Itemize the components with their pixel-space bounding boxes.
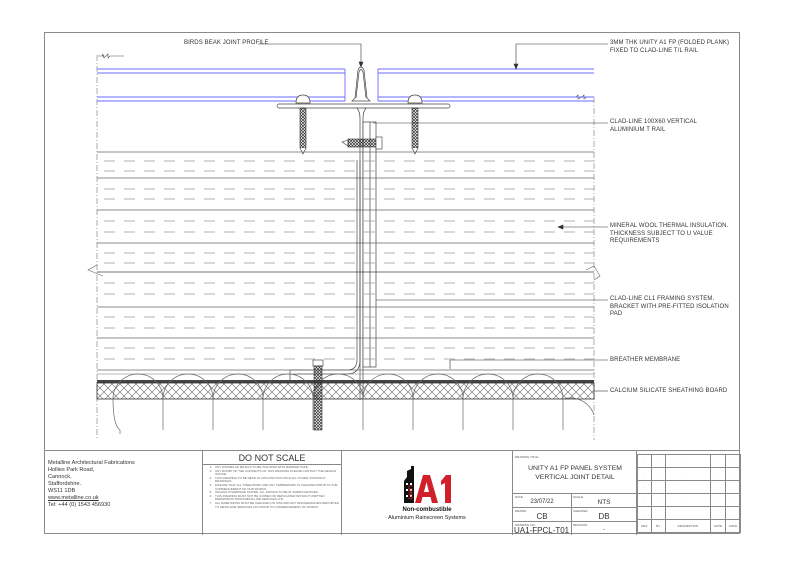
note-item: 2. ANY DOUBT OF THE CONTENTS OF THIS DRAWING PLEASE CONTACT THE DESIGN OFFICE. [213,470,341,477]
callout-line: MINERAL WOOL THERMAL INSULATION. [610,223,729,229]
callout-line: ALUMINIUM T RAIL [610,126,666,133]
chkd-cell: - [726,468,741,481]
drawing-title-label: DRAWING TITLE [515,455,539,459]
rev-cell: - [638,507,652,520]
drawn-label: DRAWN [515,509,527,513]
revision-row [638,481,741,494]
logo-tagline: Non-combustible [402,507,452,513]
drawing-number-label: DRAWING NO. [515,523,536,527]
svg-text:UNITY: UNITY [408,484,415,499]
date-cell: - [711,494,726,507]
chkd-cell: - [726,481,741,494]
drawn-value: CB [536,512,548,521]
drawing-title-line: UNITY A1 FP PANEL SYSTEM [528,465,622,472]
callout-birds-beak: BIRDS BEAK JOINT PROFILE [184,40,269,46]
cl1-bracket [290,160,360,380]
callout-line: 3MM THK UNITY A1 FP (FOLDED PLANK) [610,40,730,46]
folded-plank-panels [97,69,594,101]
description-cell: - [665,455,711,468]
by-cell: - [651,507,665,520]
address-line: Staffordshire. [48,481,82,487]
company-address [48,460,135,509]
callout-insulation [610,223,728,246]
insulation-layers [97,152,594,338]
drawing-number-value: UA1-FPCL-T01 [514,526,570,535]
revision-label: REVISION [573,523,588,527]
phone-number: Tel: +44 (0) 1543 456930 [48,502,111,508]
chkd-cell: - [726,455,741,468]
revision-row [638,494,741,507]
callout-line: BRACKET WITH PRE-FITTED ISOLATION [610,303,729,310]
notes-title: DO NOT SCALE [203,454,341,465]
address-postcode: WS11 1DB [48,488,76,494]
chkd-header: CHKD [726,520,741,533]
by-header: BY [651,520,665,533]
date-cell: - [711,455,726,468]
website-link[interactable]: www.metalline.co.uk [48,495,99,501]
by-cell: - [651,494,665,507]
by-cell: - [651,481,665,494]
notes-panel [202,451,342,535]
bracket-fixing-bolt [313,360,323,430]
drawing-title-line: VERTICAL JOINT DETAIL [535,473,615,481]
drawing-title [513,465,637,482]
logo-subtitle: Aluminium Rainscreen Systems [388,515,466,521]
callout-line: CLAD-LINE CL1 FRAMING SYSTEM. [610,296,715,302]
description-cell: - [665,481,711,494]
address-line: Cannock, [48,474,72,480]
description-cell: - [665,507,711,520]
scale-label: SCALE [573,495,583,499]
date-cell: - [711,507,726,520]
callout-folded-plank [610,40,729,55]
drawing-info [512,451,636,535]
description-cell: - [665,468,711,481]
description-header: DESCRIPTION [665,520,711,533]
callout-line: CLAD-LINE 100X60 VERTICAL [610,119,698,125]
callout-sheathing: CALCIUM SILICATE SHEATHING BOARD [610,388,728,394]
note-item: 7. ALL DIMENSIONS MUST BE CHECKED ON SITE AND ANY DISCREPANCIES REPORTED TO METALLINE SERVICES LTD PRIOR TO COMMENCEMENT OF WORKS. [213,502,341,509]
rev-cell: - [638,455,652,468]
callout-line: THICKNESS SUBJECT TO U VALUE [610,230,713,237]
birds-beak-profile [352,67,370,101]
description-cell: - [665,494,711,507]
rev-header: REV [638,520,652,533]
callout-line: FIXED TO CLAD-LINE T/L RAIL [610,47,699,54]
title-block [44,450,740,534]
revision-value: - [603,527,605,533]
note-item: 1. ANY DISSIMILAR METALS TO BE ISOLATED WITH BARRIER TAPE. [213,466,341,470]
chkd-cell: - [726,507,741,520]
company-name: Metalline Architectural Fabrications [48,460,135,466]
callout-membrane: BREATHER MEMBRANE [610,357,681,363]
insulation-dashes [104,161,594,359]
revision-row [638,455,741,468]
date-label: DATE [515,495,523,499]
rev-cell: - [638,468,652,481]
date-cell: - [711,481,726,494]
checked-value: DB [598,512,610,521]
a1-logo-icon [402,465,454,505]
revision-header-row [638,520,741,533]
date-value: 23/07/22 [530,499,554,505]
leader-lines [258,44,608,391]
callout-line: PAD [610,311,623,317]
note-item: 3. THIS DRAWING TO BE READ IN CONJUNCTION WITH ALL OTHER CONTRACT DRAWINGS. [213,477,341,484]
note-item: 6. THIS DRAWING MUST NOT BE COPIED OR REPLICATED WITHOUT WRITTEN PERMISSION FROM METALLINE SERVICES LTD. [213,495,341,502]
revision-row [638,507,741,520]
date-cell: - [711,468,726,481]
scale-value: NTS [597,499,611,506]
brand-logo [342,451,512,535]
callout-t-rail [610,119,697,134]
address-line: Hollies Park Road, [48,467,95,473]
by-cell: - [651,468,665,481]
date-header: DATE [711,520,726,533]
checked-label: CHECKED [573,509,588,513]
revision-table [636,451,740,535]
by-cell: - [651,455,665,468]
rev-cell: - [638,481,652,494]
rev-cell: - [638,494,652,507]
notes-list [203,466,341,509]
note-item: 4. ENSURE THAT ALL STEELWORK AND ANY TIMBERWORK IS CHECKED PRIOR TO THE COMMENCEMENT OF OUR WORKS. [213,484,341,491]
callout-line: REQUIREMENTS [610,238,660,244]
rail-screw [342,137,382,149]
note-item: 5. UNLESS OTHERWISE STATED, ALL FIXINGS TO BE AT 400MM CENTRES. [213,491,341,495]
chkd-cell: - [726,494,741,507]
callout-framing [610,296,729,319]
revision-row [638,468,741,481]
